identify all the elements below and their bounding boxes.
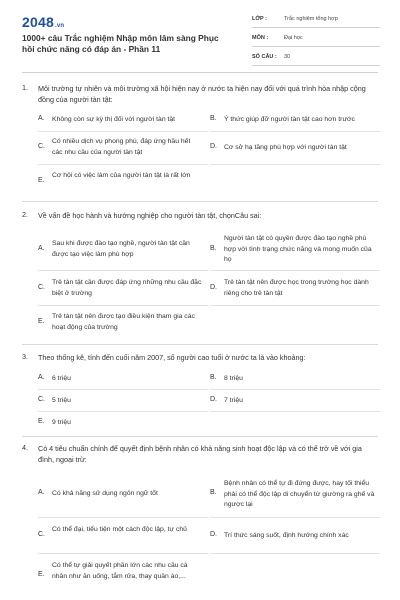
option-text: Có khả năng sử dụng ngôn ngữ tốt (52, 490, 158, 497)
option-text: Người tàn tật có quyền được đào tạo nghề phù hợp với tình trạng chức năng và mong muốn của họ (224, 235, 372, 263)
option-text: Trí thức sáng suốt, định hướng chính xác (224, 532, 349, 539)
question-text: Có 4 tiêu chuẩn chính để quyết định bệnh nhân có khả năng sinh hoạt độc lập và có thể trở về với gia đình, ngoại trừ: (38, 444, 362, 464)
option-e[interactable] (38, 169, 208, 193)
question-4 (22, 443, 380, 600)
option-letter: D. (210, 284, 217, 291)
question-text: Theo thống kê, tính đến cuối năm 2007, số người cao tuổi ở nước ta là vào khoảng: (38, 353, 306, 362)
meta-value: Đại học (284, 35, 303, 41)
option-letter: D. (210, 531, 217, 538)
question-2 (22, 210, 380, 344)
option-letter: E. (38, 571, 45, 578)
option-text: Trẻ tàn tật nên được học trong trường học dành riêng cho trẻ tàn tật (224, 279, 369, 297)
option-letter: E. (38, 318, 45, 325)
meta-label: LỚP : (252, 16, 267, 22)
option-d[interactable] (210, 394, 380, 408)
logo-tld: .vn (54, 23, 65, 29)
option-divider (38, 517, 208, 518)
option-divider (210, 131, 380, 132)
question-3 (22, 352, 380, 436)
option-letter: C. (38, 284, 45, 291)
option-divider (210, 389, 380, 390)
option-text: 8 triệu (224, 375, 243, 382)
meta-label: MÔN : (252, 35, 269, 41)
option-divider (210, 164, 380, 165)
option-text: Có nhiều dịch vụ phong phú, đáp ứng hầu hết các nhu cầu của người tàn tật (52, 138, 191, 156)
option-divider (210, 411, 380, 412)
option-letter: A. (38, 245, 45, 252)
option-divider (210, 517, 380, 518)
question-text: Môi trường tự nhiên và môi trường xã hội hiện nay ở nước ta hiện nay đối với quá trình hòa nhập cộng đồng của người tàn tật: (38, 84, 366, 104)
header-divider (22, 72, 378, 73)
option-c[interactable] (38, 135, 208, 159)
meta-info (252, 13, 380, 70)
question-divider (22, 201, 378, 202)
option-divider (38, 164, 208, 165)
option-divider (38, 305, 208, 306)
option-text: Sau khi được đào tạo nghề, người tàn tật cần được tạo việc làm phù hợp (52, 240, 190, 258)
meta-label: SỐ CÂU : (252, 54, 277, 60)
option-letter: E. (38, 177, 45, 184)
option-c[interactable] (38, 394, 208, 408)
document-header (0, 0, 400, 72)
option-letter: E. (38, 418, 45, 425)
option-d[interactable] (210, 523, 380, 549)
option-text: Trẻ tàn tật nên được tạo điều kiện tham gia các hoạt động của trường (52, 313, 195, 331)
option-text: Trẻ tàn tật cần được đáp ứng những nhu cầu đặc biệt ở trường (52, 279, 202, 297)
option-text: Có thể đại, tiểu tiện một cách độc lập, tự chủ (52, 526, 187, 533)
option-c[interactable] (38, 523, 208, 549)
option-text: Cơ hội có việc làm của người tàn tật là rất lớn (52, 172, 191, 179)
option-e[interactable] (38, 416, 208, 430)
page-title: 1000+ câu Trắc nghiệm Nhập môn lâm sàng Phục hồi chức năng có đáp án - Phần 11 (22, 33, 219, 54)
option-text: 7 triệu (224, 397, 243, 404)
site-logo[interactable] (22, 14, 64, 30)
option-a[interactable] (38, 234, 208, 268)
option-letter: B. (210, 115, 217, 122)
question-number: 2. (22, 210, 28, 219)
option-text: Có thể tự giải quyết phần lớn các nhu cầu cá nhân như ăn uống, tắm rửa, thay quần áo,... (52, 562, 188, 580)
meta-value: 30 (284, 54, 291, 60)
option-d[interactable] (210, 135, 380, 159)
question-text: Về vấn đề học hành và hướng nghiệp cho người tàn tật, chọnCâu sai: (38, 211, 262, 220)
option-b[interactable] (210, 113, 380, 127)
option-text: 9 triệu (52, 419, 71, 426)
meta-row-class (252, 13, 380, 28)
option-text: 5 triệu (52, 397, 71, 404)
option-text: Ý thức giúp đỡ người tàn tật cao hơn trước (224, 116, 355, 123)
option-text: Không còn sự kỳ thị đối với người tàn tật (52, 116, 176, 123)
option-letter: B. (210, 245, 217, 252)
option-divider (38, 411, 208, 412)
option-divider (210, 270, 380, 271)
option-e[interactable] (38, 310, 208, 336)
option-divider (210, 553, 380, 554)
option-divider (38, 389, 208, 390)
question-number: 4. (22, 443, 28, 452)
question-number: 3. (22, 352, 28, 361)
option-letter: A. (38, 115, 45, 122)
option-a[interactable] (38, 113, 208, 127)
meta-row-count (252, 51, 380, 66)
option-letter: B. (210, 374, 217, 381)
option-letter: D. (210, 396, 217, 403)
option-letter: A. (38, 374, 45, 381)
option-text: Cơ sở hạ tầng phù hợp với người tàn tật (224, 144, 347, 151)
option-a[interactable] (38, 477, 208, 513)
option-e[interactable] (38, 559, 208, 597)
option-divider (38, 270, 208, 271)
meta-value: Trắc nghiệm tổng hợp (284, 16, 338, 22)
option-a[interactable] (38, 372, 208, 386)
option-b[interactable] (210, 372, 380, 386)
question-1 (22, 83, 380, 201)
option-text: 6 triệu (52, 375, 71, 382)
question-divider (22, 436, 378, 437)
option-divider (38, 131, 208, 132)
option-b[interactable] (210, 234, 380, 268)
option-text: Bệnh nhân có thể tự đi đứng được, hay tối thiểu phải có thể độc lập di chuyển từ giường ra ghế và ngược lại (224, 480, 375, 508)
option-letter: C. (38, 531, 45, 538)
option-b[interactable] (210, 477, 380, 513)
logo-text: 2048 (22, 14, 54, 30)
option-letter: D. (210, 143, 217, 150)
option-letter: C. (38, 396, 45, 403)
question-number: 1. (22, 83, 28, 92)
option-letter: A. (38, 489, 45, 496)
meta-row-subject (252, 32, 380, 47)
option-letter: B. (210, 489, 217, 496)
option-letter: C. (38, 143, 45, 150)
option-divider (210, 305, 380, 306)
option-divider (38, 553, 208, 554)
option-c[interactable] (38, 276, 208, 302)
option-d[interactable] (210, 276, 380, 302)
question-divider (22, 344, 378, 345)
